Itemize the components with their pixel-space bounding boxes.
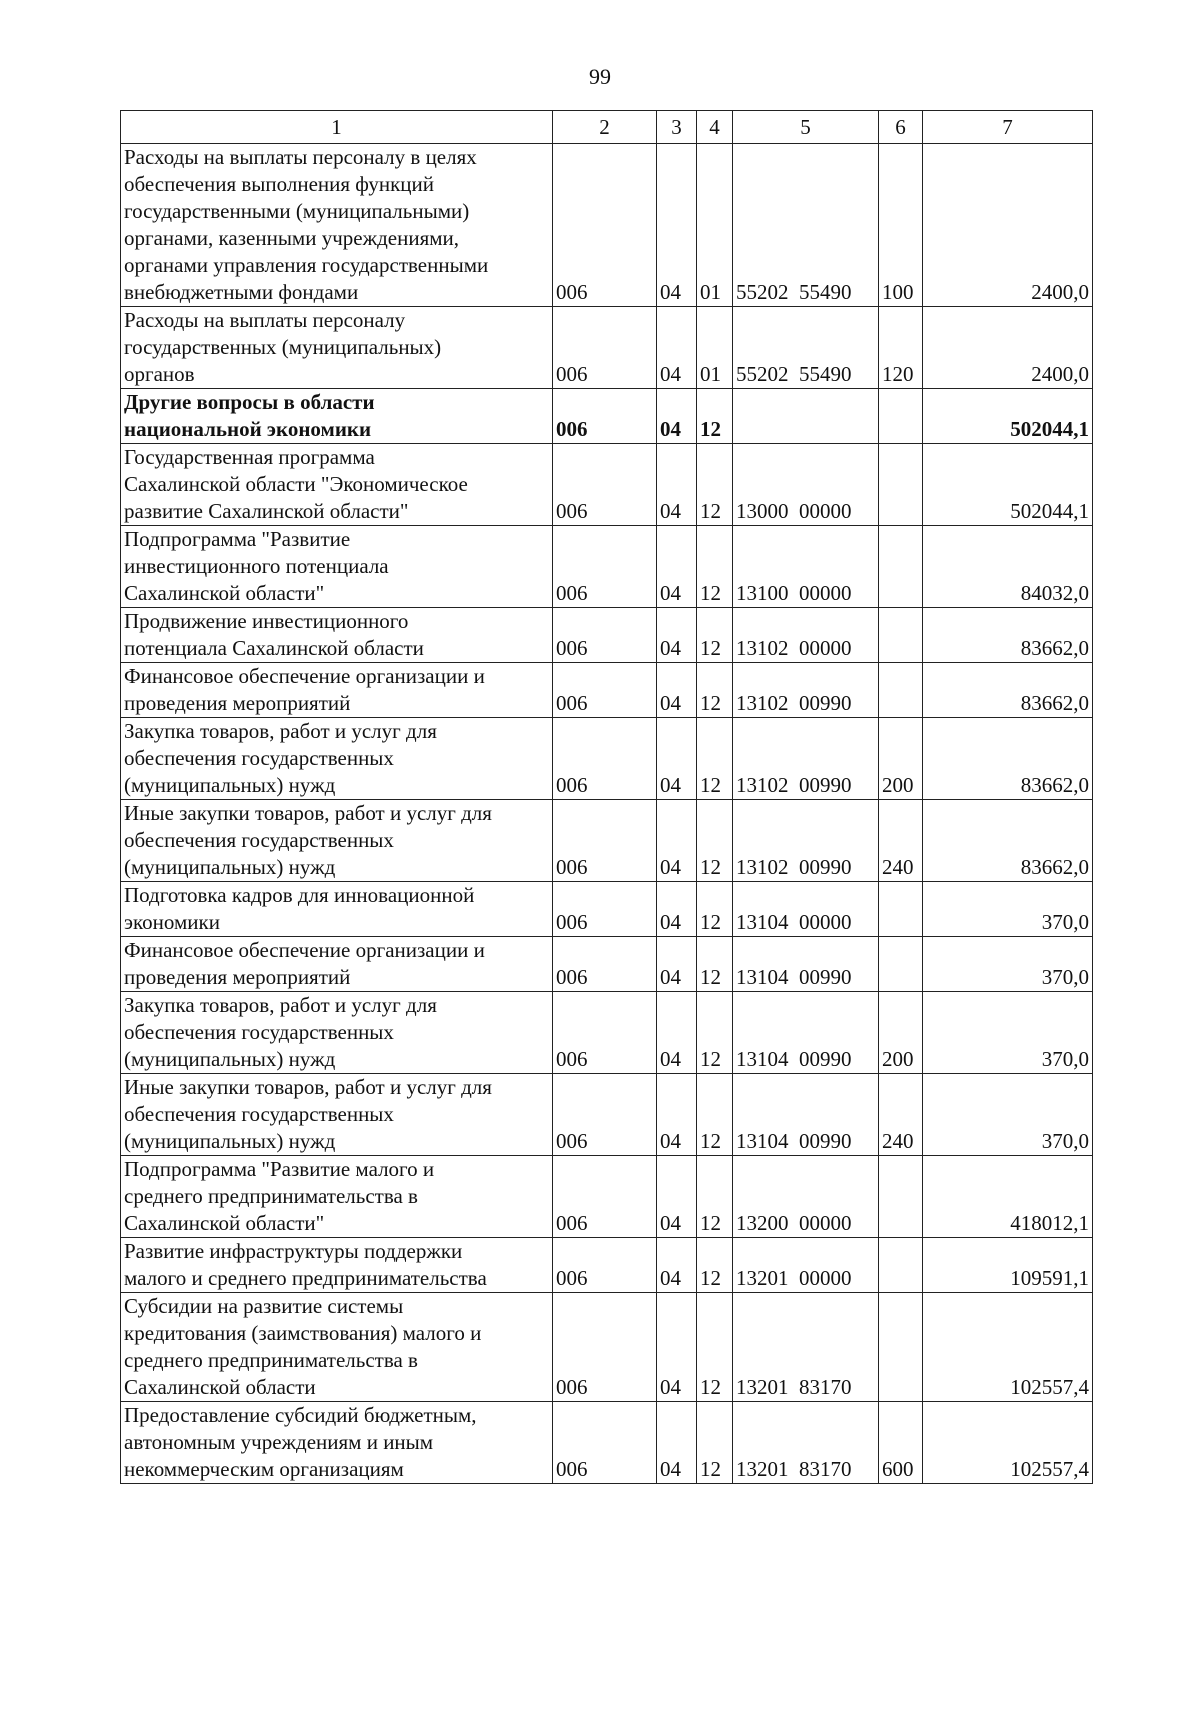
ministry-code: 006 [553,1074,657,1156]
amount: 83662,0 [923,663,1093,718]
target-article-code: 13100 00000 [733,526,879,608]
target-article-code: 13000 00000 [733,444,879,526]
col-header: 3 [657,111,697,144]
subsection-code: 12 [697,800,733,882]
subsection-code: 12 [697,608,733,663]
expense-type-code [879,608,923,663]
table-row [121,1293,1093,1402]
amount: 102557,4 [923,1402,1093,1484]
ministry-code: 006 [553,389,657,444]
subsection-code: 12 [697,718,733,800]
amount: 83662,0 [923,800,1093,882]
amount: 2400,0 [923,144,1093,307]
target-article-code: 13104 00990 [733,992,879,1074]
section-code: 04 [657,937,697,992]
amount: 502044,1 [923,444,1093,526]
section-code: 04 [657,800,697,882]
subsection-code: 12 [697,937,733,992]
expense-name: Развитие инфраструктуры поддержки малого и среднего предпринимательства [121,1238,553,1293]
amount: 2400,0 [923,307,1093,389]
ministry-code: 006 [553,882,657,937]
page-number: 99 [589,64,611,89]
table-row [121,718,1093,800]
section-code: 04 [657,718,697,800]
expense-type-code [879,882,923,937]
expense-type-code [879,1293,923,1402]
expense-type-code: 240 [879,800,923,882]
table-row [121,526,1093,608]
ministry-code: 006 [553,1238,657,1293]
table-row [121,1238,1093,1293]
expense-name: Субсидии на развитие системы кредитования (заимствования) малого и среднего предпринимательства в Сахалинской области [121,1293,553,1402]
target-article-code: 13104 00990 [733,937,879,992]
expense-type-code [879,1238,923,1293]
subsection-code: 12 [697,1074,733,1156]
expense-name: Иные закупки товаров, работ и услуг для обеспечения государственных (муниципальных) нужд [121,1074,553,1156]
section-code: 04 [657,144,697,307]
expense-type-code: 600 [879,1402,923,1484]
amount: 83662,0 [923,608,1093,663]
ministry-code: 006 [553,1293,657,1402]
expense-name: Предоставление субсидий бюджетным, автономным учреждениям и иным некоммерческим организациям [121,1402,553,1484]
section-code: 04 [657,444,697,526]
section-code: 04 [657,1293,697,1402]
amount: 370,0 [923,882,1093,937]
expense-type-code [879,1156,923,1238]
target-article-code: 55202 55490 [733,307,879,389]
subsection-code: 12 [697,1156,733,1238]
target-article-code: 13102 00990 [733,663,879,718]
amount: 370,0 [923,1074,1093,1156]
expense-name: Подпрограмма "Развитие инвестиционного потенциала Сахалинской области" [121,526,553,608]
subsection-code: 12 [697,444,733,526]
amount: 502044,1 [923,389,1093,444]
table-row [121,608,1093,663]
header-row [121,111,1093,144]
table-row [121,1074,1093,1156]
col-header: 6 [879,111,923,144]
expense-type-code [879,663,923,718]
subsection-code: 01 [697,144,733,307]
ministry-code: 006 [553,718,657,800]
section-code: 04 [657,1156,697,1238]
subsection-code: 12 [697,992,733,1074]
expense-name: Закупка товаров, работ и услуг для обеспечения государственных (муниципальных) нужд [121,718,553,800]
table-row [121,992,1093,1074]
ministry-code: 006 [553,663,657,718]
section-code: 04 [657,307,697,389]
target-article-code: 13200 00000 [733,1156,879,1238]
amount: 84032,0 [923,526,1093,608]
expense-name: Другие вопросы в области национальной экономики [121,389,553,444]
expense-type-code: 120 [879,307,923,389]
ministry-code: 006 [553,800,657,882]
col-header: 2 [553,111,657,144]
expense-name: Подпрограмма "Развитие малого и среднего предпринимательства в Сахалинской области" [121,1156,553,1238]
col-header: 1 [121,111,553,144]
col-header: 5 [733,111,879,144]
subsection-code: 12 [697,1402,733,1484]
expense-name: Закупка товаров, работ и услуг для обеспечения государственных (муниципальных) нужд [121,992,553,1074]
section-code: 04 [657,1238,697,1293]
expense-name: Финансовое обеспечение организации и проведения мероприятий [121,937,553,992]
table-row [121,389,1093,444]
ministry-code: 006 [553,307,657,389]
ministry-code: 006 [553,144,657,307]
expense-type-code: 200 [879,718,923,800]
expense-name: Расходы на выплаты персоналу в целях обеспечения выполнения функций государственными (муниципальными) органами, казенными учреждениями, органами управления государственными внебюджетными фондами [121,144,553,307]
section-code: 04 [657,663,697,718]
expense-type-code: 240 [879,1074,923,1156]
target-article-code [733,389,879,444]
table-row [121,800,1093,882]
table-row [121,444,1093,526]
section-code: 04 [657,882,697,937]
table-row [121,144,1093,307]
target-article-code: 13201 83170 [733,1402,879,1484]
ministry-code: 006 [553,444,657,526]
subsection-code: 01 [697,307,733,389]
ministry-code: 006 [553,526,657,608]
col-header: 7 [923,111,1093,144]
ministry-code: 006 [553,992,657,1074]
ministry-code: 006 [553,1156,657,1238]
target-article-code: 13104 00990 [733,1074,879,1156]
table-row [121,307,1093,389]
expense-type-code [879,444,923,526]
ministry-code: 006 [553,608,657,663]
amount: 83662,0 [923,718,1093,800]
expense-type-code [879,389,923,444]
subsection-code: 12 [697,882,733,937]
expense-name: Подготовка кадров для инновационной экономики [121,882,553,937]
col-header: 4 [697,111,733,144]
section-code: 04 [657,1074,697,1156]
table-row [121,663,1093,718]
target-article-code: 13102 00990 [733,718,879,800]
budget-table [120,110,1093,1484]
table-row [121,882,1093,937]
subsection-code: 12 [697,526,733,608]
subsection-code: 12 [697,1293,733,1402]
expense-name: Финансовое обеспечение организации и проведения мероприятий [121,663,553,718]
target-article-code: 13201 00000 [733,1238,879,1293]
amount: 109591,1 [923,1238,1093,1293]
target-article-code: 13102 00990 [733,800,879,882]
target-article-code: 55202 55490 [733,144,879,307]
table-row [121,937,1093,992]
amount: 102557,4 [923,1293,1093,1402]
amount: 370,0 [923,937,1093,992]
target-article-code: 13102 00000 [733,608,879,663]
subsection-code: 12 [697,1238,733,1293]
table-row [121,1402,1093,1484]
expense-name: Иные закупки товаров, работ и услуг для обеспечения государственных (муниципальных) нужд [121,800,553,882]
expense-name: Государственная программа Сахалинской области "Экономическое развитие Сахалинской области" [121,444,553,526]
ministry-code: 006 [553,1402,657,1484]
expense-name: Продвижение инвестиционного потенциала Сахалинской области [121,608,553,663]
expense-type-code: 100 [879,144,923,307]
section-code: 04 [657,608,697,663]
amount: 418012,1 [923,1156,1093,1238]
target-article-code: 13201 83170 [733,1293,879,1402]
section-code: 04 [657,992,697,1074]
section-code: 04 [657,1402,697,1484]
table-row [121,1156,1093,1238]
expense-type-code: 200 [879,992,923,1074]
section-code: 04 [657,389,697,444]
expense-type-code [879,526,923,608]
expense-type-code [879,937,923,992]
amount: 370,0 [923,992,1093,1074]
ministry-code: 006 [553,937,657,992]
subsection-code: 12 [697,389,733,444]
subsection-code: 12 [697,663,733,718]
target-article-code: 13104 00000 [733,882,879,937]
section-code: 04 [657,526,697,608]
expense-name: Расходы на выплаты персоналу государственных (муниципальных) органов [121,307,553,389]
